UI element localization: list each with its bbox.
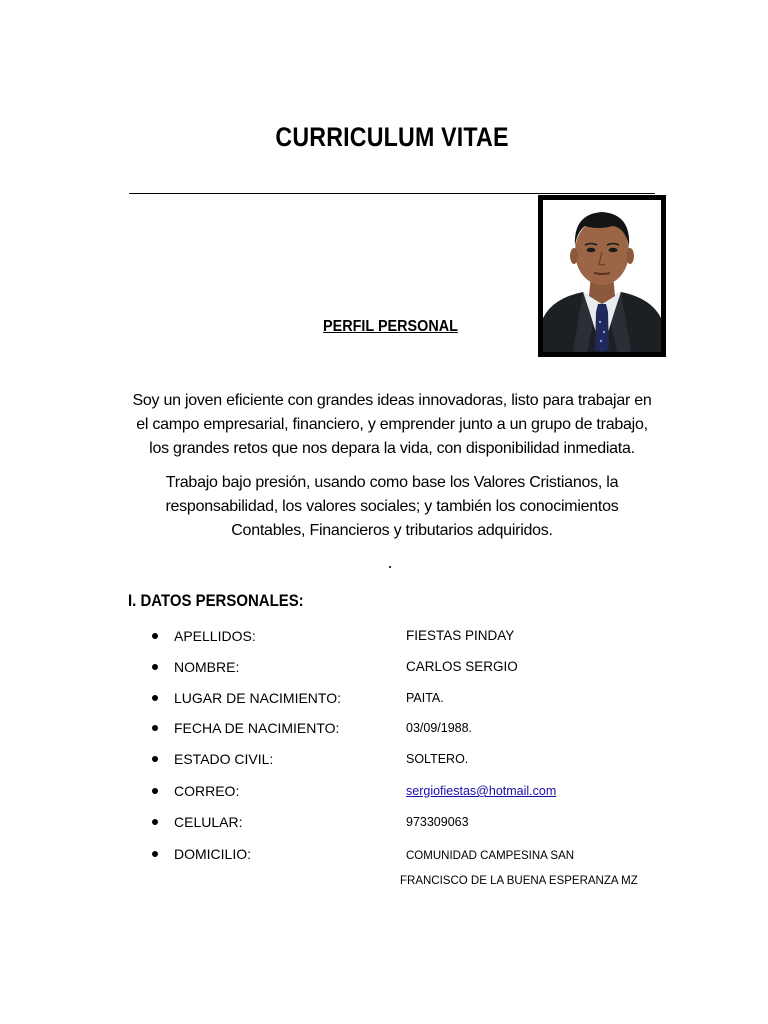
personal-data-heading: I. DATOS PERSONALES: bbox=[128, 591, 304, 610]
field-label: LUGAR DE NACIMIENTO: bbox=[174, 690, 341, 706]
field-value: 973309063 bbox=[406, 815, 469, 829]
field-value: CARLOS SERGIO bbox=[406, 659, 518, 674]
field-value: COMUNIDAD CAMPESINA SAN bbox=[406, 850, 575, 862]
bullet-icon bbox=[152, 633, 158, 639]
list-item-domicilio bbox=[0, 845, 768, 867]
field-label: NOMBRE: bbox=[174, 659, 240, 675]
list-item-estado-civil bbox=[0, 750, 768, 772]
profile-photo bbox=[538, 195, 666, 357]
field-value bbox=[406, 782, 556, 800]
field-value: 03/09/1988. bbox=[406, 721, 473, 735]
field-label: APELLIDOS: bbox=[174, 628, 256, 644]
field-value: PAITA. bbox=[406, 691, 444, 705]
list-item-nombre bbox=[0, 658, 768, 680]
field-label: CORREO: bbox=[174, 783, 240, 799]
bullet-icon bbox=[152, 664, 158, 670]
bullet-icon bbox=[152, 788, 158, 794]
profile-paragraph-2: Trabajo bajo presión, usando como base los Valores Cristianos, la responsabilidad, los valores sociales; y también los conocimientos Contables, Financieros y tributarios adquiridos. bbox=[165, 474, 619, 539]
list-item-fecha-nacimiento bbox=[0, 719, 768, 741]
address-continuation: FRANCISCO DE LA BUENA ESPERANZA MZ bbox=[400, 875, 638, 887]
field-label: FECHA DE NACIMIENTO: bbox=[174, 720, 340, 736]
document-title: CURRICULUM VITAE bbox=[275, 122, 509, 152]
list-item-lugar-nacimiento bbox=[0, 689, 768, 711]
title-divider bbox=[129, 193, 655, 194]
profile-paragraph-1: Soy un joven eficiente con grandes ideas innovadoras, listo para trabajar en el campo empresarial, financiero, y emprender junto a un grupo de trabajo, los grandes retos que nos depara la vida, con disponibilidad inmediata. bbox=[132, 392, 652, 457]
profile-heading: PERFIL PERSONAL bbox=[323, 318, 458, 335]
field-label: CELULAR: bbox=[174, 814, 243, 830]
bullet-icon bbox=[152, 725, 158, 731]
field-label: ESTADO CIVIL: bbox=[174, 751, 274, 767]
bullet-icon bbox=[152, 756, 158, 762]
bullet-icon bbox=[152, 819, 158, 825]
list-item-celular bbox=[0, 813, 768, 835]
field-value: FIESTAS PINDAY bbox=[406, 628, 515, 643]
email-link[interactable]: sergiofiestas@hotmail.com bbox=[406, 784, 557, 798]
separator-dot bbox=[389, 566, 391, 568]
field-label: DOMICILIO: bbox=[174, 846, 252, 862]
bullet-icon bbox=[152, 851, 158, 857]
field-value: SOLTERO. bbox=[406, 752, 469, 766]
list-item-correo bbox=[0, 782, 768, 804]
list-item-apellidos bbox=[0, 627, 768, 649]
bullet-icon bbox=[152, 695, 158, 701]
